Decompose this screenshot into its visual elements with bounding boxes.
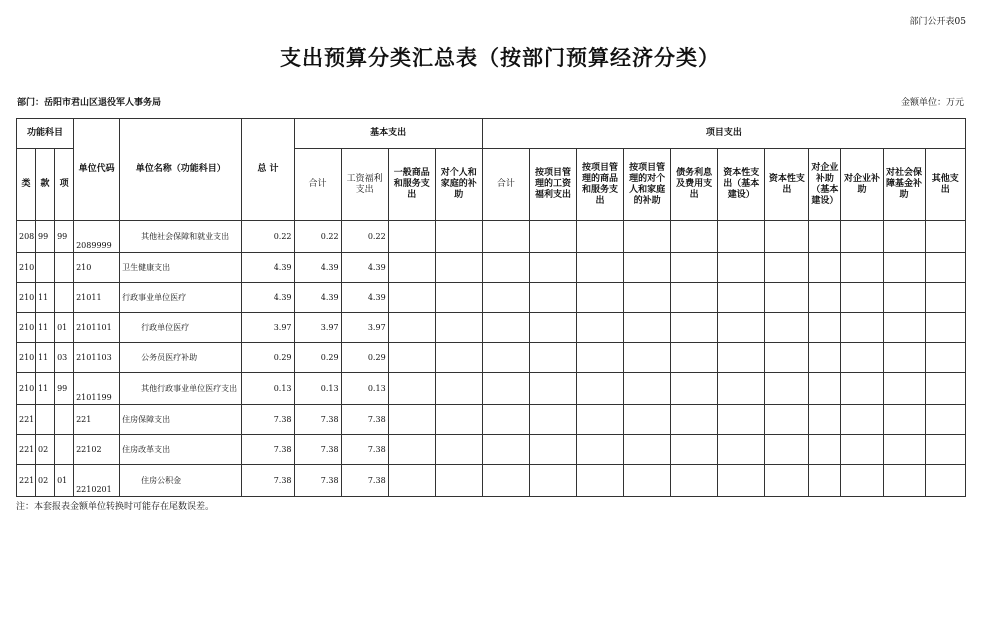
table-row	[17, 283, 966, 313]
cell-wages: 7.38	[341, 405, 388, 435]
header-capital-infra: 资本性支出（基本建设）	[718, 149, 765, 221]
cell-xiang	[55, 405, 74, 435]
table-row	[17, 343, 966, 373]
cell-code: 2210201	[74, 465, 120, 497]
cell-wages: 7.38	[341, 465, 388, 497]
header-basic-subtotal: 合计	[294, 149, 341, 221]
cell-total: 0.29	[242, 343, 294, 373]
header-project-subtotal: 合计	[482, 149, 529, 221]
cell-name: 其他社会保障和就业支出	[120, 221, 242, 253]
cell-xiang: 03	[55, 343, 74, 373]
header-individual-subsidy: 对个人和家庭的补助	[435, 149, 482, 221]
cell-wages: 4.39	[341, 253, 388, 283]
cell-kuan: 11	[36, 313, 55, 343]
header-wages: 工资福利支出	[341, 149, 388, 221]
cell-total: 7.38	[242, 405, 294, 435]
cell-code: 22102	[74, 435, 120, 465]
header-social-security: 对社会保障基金补助	[883, 149, 925, 221]
cell-kuan: 11	[36, 283, 55, 313]
cell-kuan	[36, 405, 55, 435]
cell-kuan: 02	[36, 435, 55, 465]
cell-code: 2101101	[74, 313, 120, 343]
cell-basic-subtotal: 4.39	[294, 253, 341, 283]
cell-wages: 0.13	[341, 373, 388, 405]
header-other: 其他支出	[925, 149, 965, 221]
header-total: 总 计	[242, 119, 294, 221]
cell-name: 公务员医疗补助	[120, 343, 242, 373]
cell-lei: 221	[17, 405, 36, 435]
header-func-subject: 功能科目	[17, 119, 74, 149]
cell-basic-subtotal: 7.38	[294, 465, 341, 497]
cell-name: 住房公积金	[120, 465, 242, 497]
cell-kuan: 02	[36, 465, 55, 497]
department-label: 部门：岳阳市君山区退役军人事务局	[17, 98, 162, 108]
cell-kuan: 11	[36, 343, 55, 373]
table-row	[17, 313, 966, 343]
cell-lei: 210	[17, 373, 36, 405]
cell-name: 住房改革支出	[120, 435, 242, 465]
header-proj-individual: 按项目管理的对个人和家庭的补助	[624, 149, 671, 221]
cell-basic-subtotal: 4.39	[294, 283, 341, 313]
cell-name: 行政事业单位医疗	[120, 283, 242, 313]
cell-xiang: 01	[55, 465, 74, 497]
header-kuan: 款	[36, 149, 55, 221]
cell-xiang: 99	[55, 373, 74, 405]
cell-kuan: 11	[36, 373, 55, 405]
cell-wages: 0.29	[341, 343, 388, 373]
header-debt-interest: 债务利息及费用支出	[671, 149, 718, 221]
cell-lei: 210	[17, 343, 36, 373]
header-proj-wages: 按项目管理的工资福利支出	[529, 149, 576, 221]
cell-lei: 210	[17, 283, 36, 313]
table-row	[17, 221, 966, 253]
cell-name: 其他行政事业单位医疗支出	[120, 373, 242, 405]
header-unit-code: 单位代码	[74, 119, 120, 221]
page-title: 支出预算分类汇总表（按部门预算经济分类）	[280, 45, 720, 70]
budget-table	[16, 118, 966, 497]
header-enterprise: 对企业补助	[841, 149, 883, 221]
cell-name: 行政单位医疗	[120, 313, 242, 343]
footnote: 注：本套报表金额单位转换时可能存在尾数误差。	[16, 502, 215, 512]
table-row	[17, 373, 966, 405]
cell-wages: 4.39	[341, 283, 388, 313]
cell-basic-subtotal: 7.38	[294, 435, 341, 465]
cell-xiang	[55, 283, 74, 313]
cell-code: 21011	[74, 283, 120, 313]
header-proj-goods: 按项目管理的商品和服务支出	[576, 149, 623, 221]
header-project: 项目支出	[482, 119, 965, 149]
table-row	[17, 435, 966, 465]
cell-basic-subtotal: 0.13	[294, 373, 341, 405]
cell-code: 221	[74, 405, 120, 435]
cell-total: 4.39	[242, 283, 294, 313]
cell-lei: 208	[17, 221, 36, 253]
cell-lei: 221	[17, 465, 36, 497]
cell-lei: 210	[17, 313, 36, 343]
header-unit-name: 单位名称（功能科目）	[120, 119, 242, 221]
header-capital: 资本性支出	[765, 149, 809, 221]
cell-wages: 3.97	[341, 313, 388, 343]
header-enterprise-infra: 对企业补助（基本建设）	[809, 149, 841, 221]
cell-basic-subtotal: 0.22	[294, 221, 341, 253]
cell-lei: 210	[17, 253, 36, 283]
cell-total: 7.38	[242, 435, 294, 465]
cell-xiang	[55, 435, 74, 465]
header-lei: 类	[17, 149, 36, 221]
cell-code: 2101199	[74, 373, 120, 405]
cell-wages: 7.38	[341, 435, 388, 465]
cell-code: 2089999	[74, 221, 120, 253]
cell-total: 3.97	[242, 313, 294, 343]
cell-total: 4.39	[242, 253, 294, 283]
amount-unit-label: 金额单位：万元	[900, 98, 964, 108]
cell-xiang: 99	[55, 221, 74, 253]
cell-name: 卫生健康支出	[120, 253, 242, 283]
cell-total: 7.38	[242, 465, 294, 497]
cell-wages: 0.22	[341, 221, 388, 253]
table-row	[17, 253, 966, 283]
header-goods-services: 一般商品和服务支出	[388, 149, 435, 221]
table-row	[17, 405, 966, 435]
cell-kuan	[36, 253, 55, 283]
cell-xiang: 01	[55, 313, 74, 343]
header-basic: 基本支出	[294, 119, 482, 149]
cell-lei: 221	[17, 435, 36, 465]
form-number: 部门公开表05	[909, 17, 966, 27]
cell-total: 0.22	[242, 221, 294, 253]
cell-code: 2101103	[74, 343, 120, 373]
header-xiang: 项	[55, 149, 74, 221]
cell-basic-subtotal: 3.97	[294, 313, 341, 343]
cell-total: 0.13	[242, 373, 294, 405]
cell-code: 210	[74, 253, 120, 283]
cell-basic-subtotal: 7.38	[294, 405, 341, 435]
cell-kuan: 99	[36, 221, 55, 253]
cell-xiang	[55, 253, 74, 283]
table-row	[17, 465, 966, 497]
cell-name: 住房保障支出	[120, 405, 242, 435]
cell-basic-subtotal: 0.29	[294, 343, 341, 373]
